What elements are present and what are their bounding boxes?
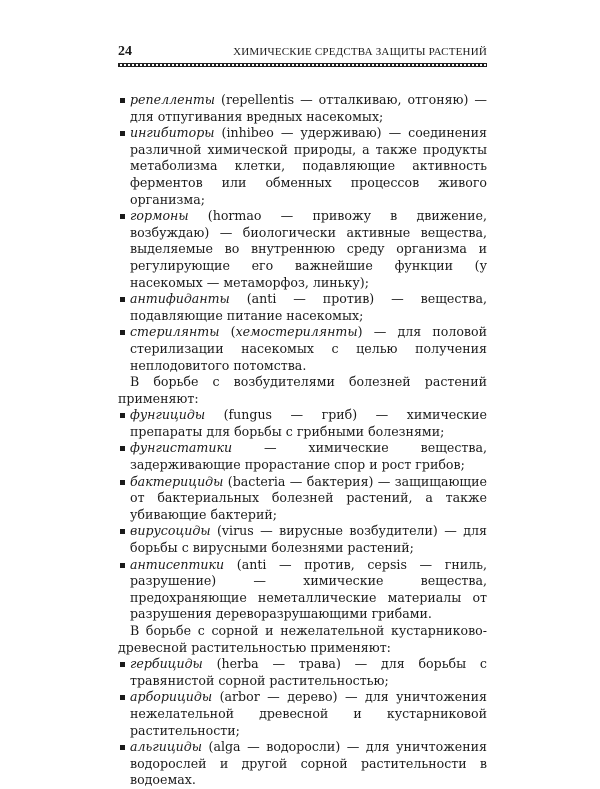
paragraph: В борьбе с возбудителями болезней растений применяют: — [118, 374, 487, 406]
list-item — [118, 739, 487, 789]
list-item — [118, 291, 487, 324]
definition: (bacteria — бактерия) — защищающие от бактериальных болезней растений, а также убивающие бактерий; — [130, 473, 487, 522]
definition: (inhibeo — удерживаю) — соединения различной химической природы, а также продукты метаболизма клетки, подавляющие активность ферментов или обменных процессов живого организма; — [130, 125, 487, 207]
list-item — [118, 208, 487, 291]
definition: (alga — водоросли) — для уничтожения водорослей и другой сорной растительности в водоемах. — [130, 739, 487, 788]
term-synonym: хемостерилянты — [235, 324, 358, 340]
term: арборициды — [130, 689, 213, 705]
definition: (repellentis — отталкиваю, отгоняю) — для отпугивания вредных насекомых; — [130, 92, 487, 124]
list-item — [118, 125, 487, 208]
term: стерилянты — [130, 324, 220, 340]
definition: (virus — вирусные возбудители) — для борьбы с вирусными болезнями растений; — [130, 523, 487, 556]
definition: (arbor — дерево) — для уничтожения нежелательной древесной и кустарниковой растительности; — [130, 689, 487, 738]
definition: (hormao — привожу в движение, возбуждаю) — биологически активные вещества, выделяемые во внутреннюю среду организма и регулирующие его важнейшие функции (у насекомых — метаморфоз, линьку); — [130, 208, 487, 290]
definition: (herba — трава) — для борьбы с травянистой сорной растительностью; — [130, 656, 487, 688]
page-body — [118, 92, 487, 789]
list-item — [118, 407, 487, 440]
term: репелленты — [130, 92, 216, 107]
definition: (fungus — гриб) — химические препараты для борьбы с грибными болезнями; — [130, 407, 487, 439]
term: гербициды — [130, 656, 203, 672]
list-item — [118, 92, 487, 125]
list-item — [118, 440, 487, 473]
running-title: ХИМИЧЕСКИЕ СРЕДСТВА ЗАЩИТЫ РАСТЕНИЙ — [233, 46, 487, 58]
term: бактерициды — [130, 473, 224, 489]
definition: (anti — против) — вещества, подавляющие питание насекомых; — [130, 291, 487, 323]
list-item — [118, 523, 487, 556]
definition: ( — [219, 324, 236, 340]
running-header — [118, 44, 487, 60]
term: альгициды — [130, 739, 202, 755]
term: гормоны — [130, 208, 189, 224]
definition: — химические вещества, задерживающие прорастание спор и рост грибов; — [130, 440, 487, 473]
list-item — [118, 689, 487, 739]
list-item — [118, 324, 487, 374]
list-item — [118, 557, 487, 623]
page-number: 24 — [118, 44, 132, 59]
term: ингибиторы — [130, 125, 215, 141]
term: антисептики — [130, 556, 225, 572]
term: фунгициды — [130, 407, 206, 423]
paragraph: В борьбе с сорной и нежелательной кустарниково-древесной растительностью применяют: — [118, 623, 487, 655]
list-item — [118, 474, 487, 524]
term: антифиданты — [130, 291, 230, 307]
definition: (anti — против, cepsis — гниль, разрушение) — химические вещества, предохраняющие неметаллические материалы от разрушения дереворазрушающими грибами. — [130, 556, 487, 622]
list-item — [118, 656, 487, 689]
term: фунгистатики — [130, 440, 233, 456]
definition-continued: ) — для половой стерилизации насекомых с целью получения неплодовитого потомства. — [130, 324, 487, 373]
header-rule — [118, 63, 487, 67]
term: вирусоциды — [130, 523, 211, 539]
